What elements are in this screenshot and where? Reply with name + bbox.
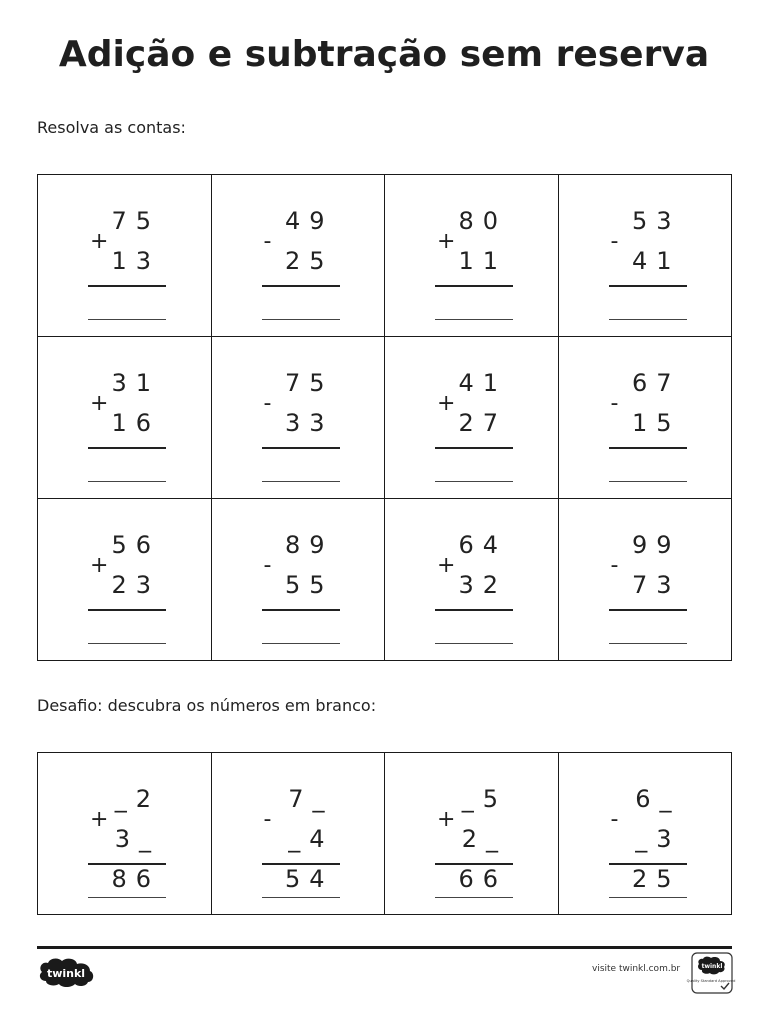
answer-underline — [435, 897, 513, 898]
answer-underline — [262, 897, 340, 898]
sum-line — [435, 609, 513, 611]
bottom-number: _4 — [288, 825, 334, 853]
instruction-main: Resolva as contas: — [37, 118, 186, 137]
problem-cell — [212, 499, 386, 661]
top-number: 80 — [458, 207, 507, 235]
operator-sign: - — [610, 391, 619, 416]
problem-cell — [559, 175, 733, 337]
operator-sign: + — [437, 391, 456, 416]
bottom-number: 15 — [631, 409, 681, 437]
top-number: 56 — [111, 531, 160, 559]
sum-line — [88, 609, 166, 611]
bottom-number: 55 — [284, 571, 334, 599]
bottom-number: 23 — [111, 571, 160, 599]
problem-cell — [38, 175, 212, 337]
operator-sign: + — [90, 229, 109, 254]
challenge-cell — [385, 753, 559, 915]
answer-number: 66 — [458, 865, 507, 893]
bottom-number: 41 — [631, 247, 681, 275]
answer-blank[interactable] — [609, 319, 687, 320]
bottom-number: 13 — [111, 247, 160, 275]
challenge-cell — [559, 753, 733, 915]
top-number: 67 — [631, 369, 681, 397]
problem-cell — [38, 499, 212, 661]
quality-badge — [686, 952, 736, 994]
badge-caption: Quality Standard Approved — [686, 979, 736, 983]
operator-sign: + — [437, 553, 456, 578]
answer-blank[interactable] — [435, 481, 513, 482]
answer-blank[interactable] — [88, 481, 166, 482]
top-number: 31 — [111, 369, 160, 397]
answer-underline — [609, 897, 687, 898]
top-number: 53 — [631, 207, 681, 235]
top-number: 6_ — [635, 785, 681, 813]
problem-cell — [212, 337, 386, 499]
answer-blank[interactable] — [262, 481, 340, 482]
bottom-number: 32 — [458, 571, 507, 599]
answer-blank[interactable] — [435, 319, 513, 320]
operator-sign: + — [90, 807, 109, 832]
footer-rule — [37, 946, 732, 949]
answer-underline — [88, 897, 166, 898]
sum-line — [262, 447, 340, 449]
bottom-number: _3 — [635, 825, 681, 853]
operator-sign: - — [263, 553, 272, 578]
operator-sign: - — [610, 229, 619, 254]
bottom-number: 11 — [458, 247, 507, 275]
problem-cell — [385, 337, 559, 499]
sum-line — [435, 447, 513, 449]
answer-blank[interactable] — [262, 319, 340, 320]
operator-sign: - — [263, 391, 272, 416]
problem-cell — [385, 499, 559, 661]
operator-sign: - — [263, 807, 272, 832]
answer-blank[interactable] — [435, 643, 513, 644]
sum-line — [88, 447, 166, 449]
sum-line — [262, 609, 340, 611]
operator-sign: - — [610, 553, 619, 578]
twinkl-logo[interactable] — [36, 956, 98, 988]
badge-logo-text: twinkl — [701, 963, 723, 970]
sum-line — [609, 285, 687, 287]
sum-line — [88, 285, 166, 287]
problem-cell — [38, 337, 212, 499]
top-number: 75 — [111, 207, 160, 235]
problem-cell — [385, 175, 559, 337]
top-number: _5 — [461, 785, 507, 813]
operator-sign: - — [263, 229, 272, 254]
problem-cell — [559, 499, 733, 661]
top-number: 89 — [284, 531, 334, 559]
answer-blank[interactable] — [88, 643, 166, 644]
bottom-number: 33 — [284, 409, 334, 437]
problem-cell — [212, 175, 386, 337]
page-title: Adição e subtração sem reserva — [58, 34, 710, 75]
top-number: _2 — [114, 785, 160, 813]
instruction-challenge: Desafio: descubra os números em branco: — [37, 696, 377, 715]
challenge-cell — [212, 753, 386, 915]
operator-sign: - — [610, 807, 619, 832]
top-number: 7_ — [288, 785, 334, 813]
problem-cell — [559, 337, 733, 499]
sum-line — [262, 285, 340, 287]
answer-blank[interactable] — [609, 481, 687, 482]
answer-blank[interactable] — [262, 643, 340, 644]
visit-link[interactable]: visite twinkl.com.br — [592, 964, 681, 974]
sum-line — [609, 609, 687, 611]
answer-blank[interactable] — [609, 643, 687, 644]
bottom-number: 25 — [284, 247, 334, 275]
answer-number: 25 — [631, 865, 681, 893]
top-number: 64 — [458, 531, 507, 559]
operator-sign: + — [437, 229, 456, 254]
bottom-number: 73 — [631, 571, 681, 599]
main-problems-grid — [37, 174, 732, 661]
top-number: 99 — [631, 531, 681, 559]
top-number: 75 — [284, 369, 334, 397]
answer-blank[interactable] — [88, 319, 166, 320]
operator-sign: + — [90, 391, 109, 416]
bottom-number: 27 — [458, 409, 507, 437]
top-number: 49 — [284, 207, 334, 235]
challenge-problems-grid — [37, 752, 732, 915]
challenge-cell — [38, 753, 212, 915]
top-number: 41 — [458, 369, 507, 397]
logo-text: twinkl — [46, 967, 86, 980]
sum-line — [435, 285, 513, 287]
operator-sign: + — [90, 553, 109, 578]
bottom-number: 3_ — [114, 825, 160, 853]
sum-line — [609, 447, 687, 449]
bottom-number: 2_ — [461, 825, 507, 853]
answer-number: 54 — [284, 865, 334, 893]
bottom-number: 16 — [111, 409, 160, 437]
answer-number: 86 — [111, 865, 160, 893]
operator-sign: + — [437, 807, 456, 832]
